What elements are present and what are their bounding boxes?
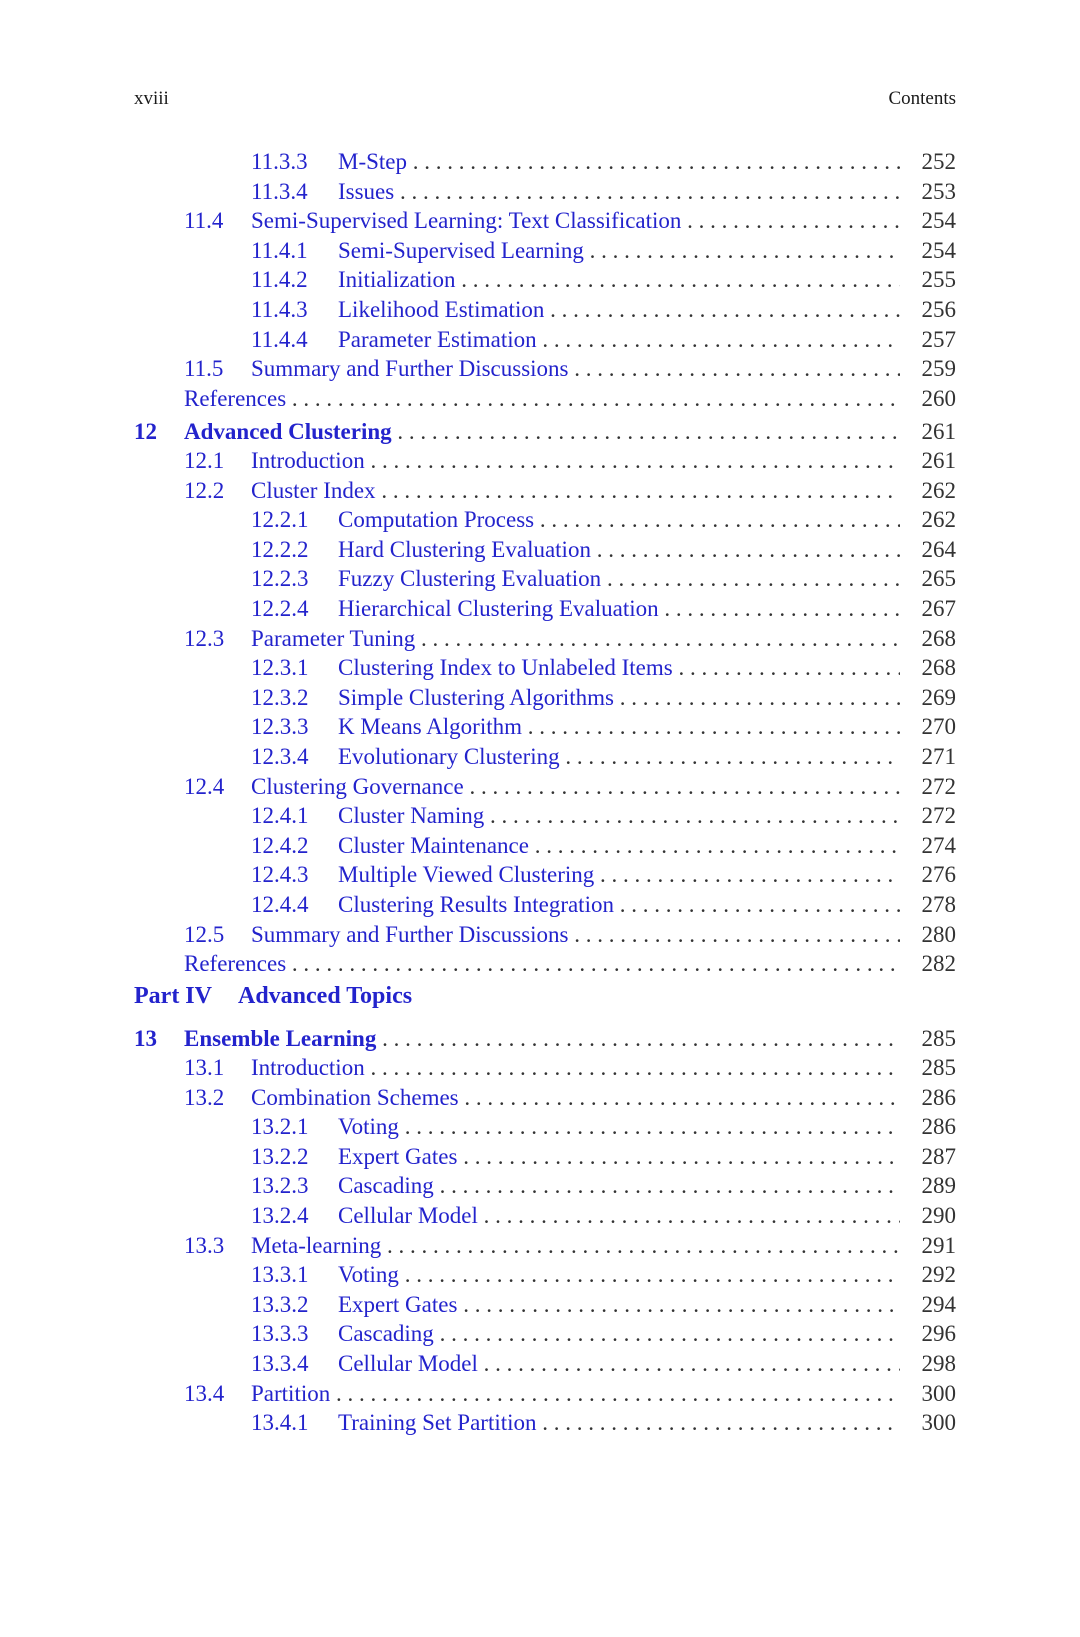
entry-leader bbox=[184, 384, 900, 414]
entry-number: 13.3.2 bbox=[251, 1292, 309, 1317]
entry-leader bbox=[251, 920, 900, 950]
entry-page-number: 274 bbox=[921, 833, 956, 858]
entry-page-number: 254 bbox=[921, 208, 956, 233]
entry-number: 13.3.3 bbox=[251, 1321, 309, 1346]
entry-page-number: 298 bbox=[921, 1351, 956, 1376]
section-entry[interactable] bbox=[0, 860, 1080, 890]
entry-leader bbox=[338, 1319, 900, 1349]
entry-leader bbox=[251, 1053, 900, 1083]
entry-leader bbox=[338, 236, 900, 266]
entry-title[interactable]: Voting bbox=[338, 1114, 399, 1139]
entry-page-number: 270 bbox=[921, 714, 956, 739]
entry-number: 12.2.2 bbox=[251, 537, 309, 562]
entry-leader bbox=[338, 1290, 900, 1320]
entry-number: 13.4.1 bbox=[251, 1410, 309, 1435]
entry-leader bbox=[251, 1379, 900, 1409]
entry-leader bbox=[251, 446, 900, 476]
entry-page-number: 261 bbox=[921, 419, 956, 444]
running-title: Contents bbox=[888, 88, 956, 109]
entry-page-number: 300 bbox=[921, 1381, 956, 1406]
entry-page-number: 292 bbox=[921, 1262, 956, 1287]
entry-title[interactable]: Cascading bbox=[338, 1321, 434, 1346]
entry-title[interactable]: Advanced Clustering bbox=[184, 419, 392, 444]
section-entry[interactable] bbox=[0, 265, 1080, 295]
entry-page-number: 254 bbox=[921, 238, 956, 263]
entry-number: 12.1 bbox=[184, 448, 225, 473]
entry-leader bbox=[251, 772, 900, 802]
entry-page-number: 268 bbox=[921, 655, 956, 680]
section-entry[interactable] bbox=[0, 1053, 1080, 1083]
entry-title[interactable]: Cluster Naming bbox=[338, 803, 485, 828]
entry-title[interactable]: Training Set Partition bbox=[338, 1410, 537, 1435]
section-entry[interactable] bbox=[0, 1171, 1080, 1201]
section-entry[interactable] bbox=[0, 831, 1080, 861]
entry-page-number: 285 bbox=[921, 1055, 956, 1080]
entry-leader bbox=[338, 1112, 900, 1142]
entry-leader bbox=[338, 1142, 900, 1172]
entry-page-number: 300 bbox=[921, 1410, 956, 1435]
entry-leader bbox=[338, 1260, 900, 1290]
section-entry[interactable] bbox=[0, 1319, 1080, 1349]
entry-page-number: 257 bbox=[921, 327, 956, 352]
part-title: Advanced Topics bbox=[238, 983, 413, 1009]
entry-title[interactable]: Clustering Index to Unlabeled Items bbox=[338, 655, 673, 680]
entry-title[interactable]: Expert Gates bbox=[338, 1292, 458, 1317]
section-entry[interactable] bbox=[0, 624, 1080, 654]
entry-page-number: 296 bbox=[921, 1321, 956, 1346]
entry-page-number: 256 bbox=[921, 297, 956, 322]
entry-page-number: 271 bbox=[921, 744, 956, 769]
entry-page-number: 262 bbox=[921, 507, 956, 532]
entry-leader bbox=[338, 801, 900, 831]
entry-page-number: 285 bbox=[921, 1026, 956, 1051]
entry-number: 13.2 bbox=[184, 1085, 225, 1110]
entry-leader bbox=[338, 831, 900, 861]
section-entry[interactable] bbox=[0, 890, 1080, 920]
entry-page-number: 287 bbox=[921, 1144, 956, 1169]
entry-title[interactable]: K Means Algorithm bbox=[338, 714, 522, 739]
entry-leader bbox=[338, 712, 900, 742]
entry-title[interactable]: Hard Clustering Evaluation bbox=[338, 537, 591, 562]
entry-number: 11.3.4 bbox=[251, 179, 308, 204]
entry-title[interactable]: Multiple Viewed Clustering bbox=[338, 862, 595, 887]
entry-title[interactable]: Cascading bbox=[338, 1173, 434, 1198]
section-entry[interactable] bbox=[0, 801, 1080, 831]
entry-title[interactable]: Cluster Index bbox=[251, 478, 376, 503]
entry-number: 13.2.2 bbox=[251, 1144, 309, 1169]
entry-title[interactable]: Introduction bbox=[251, 448, 365, 473]
entry-number: 12.3.1 bbox=[251, 655, 309, 680]
entry-page-number: 262 bbox=[921, 478, 956, 503]
section-entry[interactable] bbox=[0, 446, 1080, 476]
section-entry[interactable] bbox=[0, 683, 1080, 713]
entry-page-number: 286 bbox=[921, 1114, 956, 1139]
entry-page-number: 291 bbox=[921, 1233, 956, 1258]
entry-leader bbox=[338, 325, 900, 355]
entry-title[interactable]: Computation Process bbox=[338, 507, 535, 532]
section-entry[interactable] bbox=[0, 206, 1080, 236]
entry-title[interactable]: Hierarchical Clustering Evaluation bbox=[338, 596, 659, 621]
entry-number: 13.1 bbox=[184, 1055, 225, 1080]
entry-leader bbox=[338, 742, 900, 772]
section-entry[interactable] bbox=[0, 1083, 1080, 1113]
entry-leader bbox=[338, 177, 900, 207]
entry-number: 12.4.2 bbox=[251, 833, 309, 858]
entry-title[interactable]: Parameter Tuning bbox=[251, 626, 416, 651]
entry-page-number: 278 bbox=[921, 892, 956, 917]
entry-number: 12.2 bbox=[184, 478, 225, 503]
entry-leader bbox=[338, 535, 900, 565]
entry-title[interactable]: Likelihood Estimation bbox=[338, 297, 545, 322]
entry-leader bbox=[251, 1231, 900, 1261]
entry-number: 12.4 bbox=[184, 774, 225, 799]
entry-leader bbox=[184, 417, 900, 447]
entry-number: 12.3.4 bbox=[251, 744, 309, 769]
entry-leader bbox=[184, 949, 900, 979]
section-entry[interactable] bbox=[0, 505, 1080, 535]
entry-page-number: 268 bbox=[921, 626, 956, 651]
entry-leader bbox=[338, 594, 900, 624]
entry-leader bbox=[251, 624, 900, 654]
entry-page-number: 269 bbox=[921, 685, 956, 710]
section-entry[interactable] bbox=[0, 1231, 1080, 1261]
entry-leader bbox=[251, 476, 900, 506]
entry-leader bbox=[338, 1171, 900, 1201]
entry-page-number: 290 bbox=[921, 1203, 956, 1228]
entry-title[interactable]: Semi-Supervised Learning: Text Classification bbox=[251, 208, 682, 233]
entry-title[interactable]: Meta-learning bbox=[251, 1233, 382, 1258]
entry-title[interactable]: M-Step bbox=[338, 149, 407, 174]
section-entry[interactable] bbox=[0, 772, 1080, 802]
entry-page-number: 260 bbox=[921, 386, 956, 411]
section-entry[interactable] bbox=[0, 712, 1080, 742]
entry-leader bbox=[338, 683, 900, 713]
entry-number: 11.4.3 bbox=[251, 297, 308, 322]
entry-page-number: 261 bbox=[921, 448, 956, 473]
section-entry[interactable] bbox=[0, 1408, 1080, 1438]
section-entry[interactable] bbox=[0, 295, 1080, 325]
entry-page-number: 259 bbox=[921, 356, 956, 381]
entry-title[interactable]: Clustering Results Integration bbox=[338, 892, 614, 917]
section-entry[interactable] bbox=[0, 476, 1080, 506]
entry-title[interactable]: Introduction bbox=[251, 1055, 365, 1080]
section-entry[interactable] bbox=[0, 564, 1080, 594]
entry-number: 12.2.1 bbox=[251, 507, 309, 532]
section-entry[interactable] bbox=[0, 177, 1080, 207]
section-entry[interactable] bbox=[0, 742, 1080, 772]
entry-number: 13.2.1 bbox=[251, 1114, 309, 1139]
entry-leader bbox=[338, 564, 900, 594]
entry-number: 13 bbox=[134, 1026, 157, 1051]
entry-number: 12.3 bbox=[184, 626, 225, 651]
entry-title[interactable]: Semi-Supervised Learning bbox=[338, 238, 584, 263]
entry-page-number: 253 bbox=[921, 179, 956, 204]
section-entry[interactable] bbox=[0, 1290, 1080, 1320]
references-entry[interactable] bbox=[0, 949, 1080, 979]
entry-leader bbox=[338, 890, 900, 920]
entry-title[interactable]: Combination Schemes bbox=[251, 1085, 459, 1110]
entry-page-number: 272 bbox=[921, 803, 956, 828]
entry-leader bbox=[338, 860, 900, 890]
entry-page-number: 282 bbox=[921, 951, 956, 976]
section-entry[interactable] bbox=[0, 147, 1080, 177]
section-entry[interactable] bbox=[0, 1201, 1080, 1231]
entry-title[interactable]: Fuzzy Clustering Evaluation bbox=[338, 566, 602, 591]
chapter-entry[interactable] bbox=[0, 1024, 1080, 1054]
section-entry[interactable] bbox=[0, 1260, 1080, 1290]
entry-title[interactable]: Voting bbox=[338, 1262, 399, 1287]
section-entry[interactable] bbox=[0, 236, 1080, 266]
page-header bbox=[134, 86, 956, 112]
entry-title[interactable]: Simple Clustering Algorithms bbox=[338, 685, 615, 710]
entry-number: 13.3.1 bbox=[251, 1262, 309, 1287]
entry-page-number: 255 bbox=[921, 267, 956, 292]
entry-number: 12.3.2 bbox=[251, 685, 309, 710]
entry-title[interactable]: Clustering Governance bbox=[251, 774, 464, 799]
entry-title[interactable]: Partition bbox=[251, 1381, 331, 1406]
entry-number: 12.4.4 bbox=[251, 892, 309, 917]
entry-number: 11.4.2 bbox=[251, 267, 308, 292]
entry-number: 12.2.3 bbox=[251, 566, 309, 591]
entry-page-number: 265 bbox=[921, 566, 956, 591]
section-entry[interactable] bbox=[0, 354, 1080, 384]
entry-leader bbox=[338, 147, 900, 177]
entry-page-number: 272 bbox=[921, 774, 956, 799]
entry-title[interactable]: Issues bbox=[338, 179, 395, 204]
entry-title[interactable]: References bbox=[184, 951, 287, 976]
section-entry[interactable] bbox=[0, 535, 1080, 565]
entry-leader bbox=[338, 1201, 900, 1231]
entry-title[interactable]: Cellular Model bbox=[338, 1351, 478, 1376]
entry-page-number: 286 bbox=[921, 1085, 956, 1110]
entry-title[interactable]: Ensemble Learning bbox=[184, 1026, 377, 1051]
entry-number: 13.2.3 bbox=[251, 1173, 309, 1198]
entry-title[interactable]: Evolutionary Clustering bbox=[338, 744, 560, 769]
section-entry[interactable] bbox=[0, 325, 1080, 355]
chapter-entry[interactable] bbox=[0, 417, 1080, 447]
section-entry[interactable] bbox=[0, 1142, 1080, 1172]
entry-number: 13.4 bbox=[184, 1381, 225, 1406]
entry-page-number: 276 bbox=[921, 862, 956, 887]
entry-page-number: 264 bbox=[921, 537, 956, 562]
entry-number: 12.3.3 bbox=[251, 714, 309, 739]
part-label: Part IV bbox=[134, 983, 212, 1009]
entry-number: 12.4.1 bbox=[251, 803, 309, 828]
section-entry[interactable] bbox=[0, 653, 1080, 683]
entry-page-number: 252 bbox=[921, 149, 956, 174]
entry-leader bbox=[338, 295, 900, 325]
entry-leader bbox=[251, 354, 900, 384]
entry-leader bbox=[338, 1408, 900, 1438]
entry-title[interactable]: Cellular Model bbox=[338, 1203, 478, 1228]
entry-leader bbox=[338, 265, 900, 295]
entry-number: 13.3 bbox=[184, 1233, 225, 1258]
entry-leader bbox=[251, 1083, 900, 1113]
entry-leader bbox=[338, 653, 900, 683]
section-entry[interactable] bbox=[0, 1112, 1080, 1142]
entry-number: 12.5 bbox=[184, 922, 225, 947]
entry-title[interactable]: Summary and Further Discussions bbox=[251, 922, 569, 947]
entry-title[interactable]: Expert Gates bbox=[338, 1144, 458, 1169]
entry-number: 11.5 bbox=[184, 356, 224, 381]
entry-number: 11.4.1 bbox=[251, 238, 308, 263]
entry-number: 11.4 bbox=[184, 208, 224, 233]
entry-number: 11.4.4 bbox=[251, 327, 308, 352]
section-entry[interactable] bbox=[0, 1379, 1080, 1409]
entry-title[interactable]: Cluster Maintenance bbox=[338, 833, 529, 858]
page-folio: xviii bbox=[134, 88, 169, 109]
entry-page-number: 294 bbox=[921, 1292, 956, 1317]
entry-number: 11.3.3 bbox=[251, 149, 308, 174]
entry-page-number: 289 bbox=[921, 1173, 956, 1198]
entry-number: 12 bbox=[134, 419, 157, 444]
references-entry[interactable] bbox=[0, 384, 1080, 414]
entry-number: 12.2.4 bbox=[251, 596, 309, 621]
entry-number: 13.2.4 bbox=[251, 1203, 309, 1228]
entry-leader bbox=[184, 1024, 900, 1054]
entry-title[interactable]: Parameter Estimation bbox=[338, 327, 537, 352]
entry-number: 13.3.4 bbox=[251, 1351, 309, 1376]
section-entry[interactable] bbox=[0, 920, 1080, 950]
section-entry[interactable] bbox=[0, 1349, 1080, 1379]
section-entry[interactable] bbox=[0, 594, 1080, 624]
entry-leader bbox=[338, 1349, 900, 1379]
entry-leader bbox=[251, 206, 900, 236]
entry-number: 12.4.3 bbox=[251, 862, 309, 887]
entry-page-number: 267 bbox=[921, 596, 956, 621]
entry-title[interactable]: References bbox=[184, 386, 287, 411]
entry-leader bbox=[338, 505, 900, 535]
entry-title[interactable]: Summary and Further Discussions bbox=[251, 356, 569, 381]
entry-page-number: 280 bbox=[921, 922, 956, 947]
entry-title[interactable]: Initialization bbox=[338, 267, 456, 292]
